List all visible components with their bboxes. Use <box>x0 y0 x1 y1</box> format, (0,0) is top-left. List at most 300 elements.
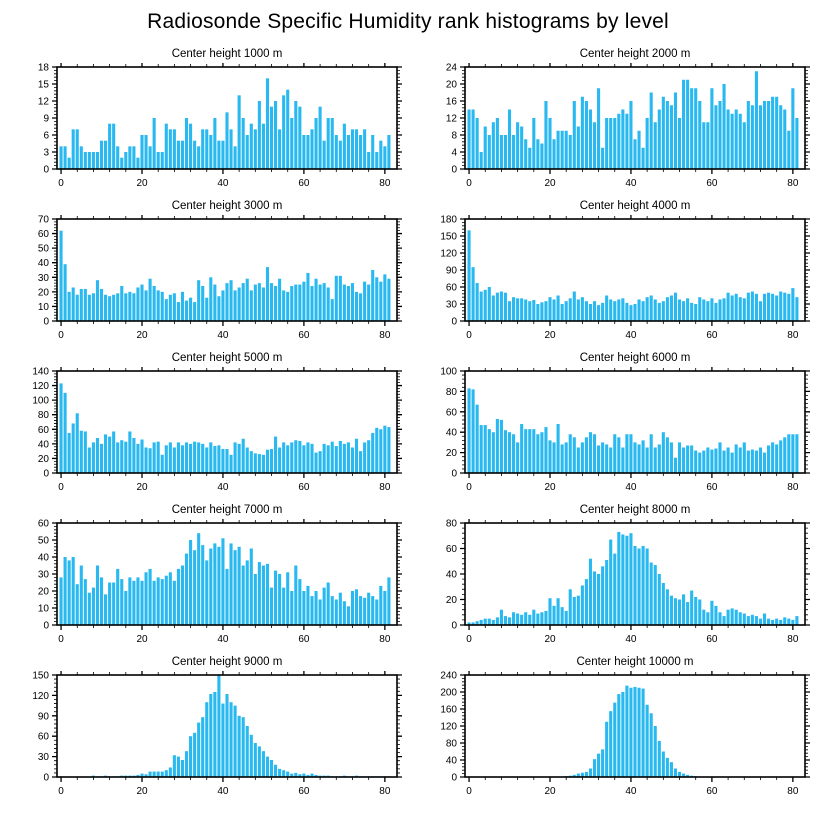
bar <box>217 445 220 473</box>
bar <box>767 445 770 473</box>
bar <box>771 294 774 321</box>
bar <box>165 576 168 625</box>
bar <box>633 139 636 169</box>
bar <box>747 293 750 321</box>
bar <box>193 442 196 473</box>
y-tick-label: 0 <box>43 620 49 632</box>
bar <box>209 135 212 169</box>
bar <box>274 437 277 473</box>
bar <box>302 591 305 625</box>
x-tick-label: 0 <box>58 330 64 341</box>
bar <box>702 299 705 321</box>
bar <box>68 433 71 473</box>
bar <box>718 442 721 473</box>
chart-subtitle: Center height 2000 m <box>579 48 691 60</box>
bar <box>132 438 135 473</box>
bar <box>140 581 143 625</box>
bar <box>779 105 782 169</box>
y-tick-label: 120 <box>440 721 457 733</box>
bar <box>706 448 709 474</box>
bar <box>682 448 685 474</box>
bar <box>96 566 99 626</box>
bar <box>548 297 551 321</box>
y-tick-label: 90 <box>445 265 457 277</box>
chart-panel-3 <box>0 197 408 349</box>
bar <box>274 286 277 321</box>
bar <box>266 757 269 777</box>
bar <box>544 427 547 473</box>
bar <box>181 445 184 473</box>
bar <box>763 294 766 321</box>
bar <box>242 283 245 321</box>
bar <box>197 723 200 777</box>
x-tick-label: 40 <box>625 330 637 341</box>
bar <box>621 298 624 321</box>
bar <box>706 301 709 321</box>
bar <box>597 305 600 321</box>
bar <box>654 448 657 474</box>
bar <box>727 293 730 321</box>
bar <box>319 107 322 169</box>
bar <box>739 114 742 169</box>
bar <box>613 554 616 625</box>
x-tick-label: 80 <box>379 330 391 341</box>
bar <box>238 444 241 473</box>
bar <box>500 135 503 169</box>
y-tick-label: 0 <box>43 772 49 784</box>
bar <box>72 557 75 625</box>
bar <box>625 536 628 625</box>
bar <box>383 146 386 169</box>
bar <box>323 141 326 169</box>
y-tick-label: 8 <box>451 130 457 142</box>
bar <box>294 285 297 321</box>
bar <box>650 434 653 473</box>
bar <box>286 90 289 169</box>
bar <box>310 444 313 473</box>
bar <box>347 606 350 625</box>
bar <box>230 455 233 473</box>
bar <box>169 295 172 321</box>
bar <box>213 543 216 625</box>
x-tick-label: 20 <box>136 786 148 797</box>
x-tick-label: 40 <box>217 786 229 797</box>
bar <box>492 296 495 322</box>
bar <box>145 135 148 169</box>
bar <box>613 301 616 321</box>
bar <box>367 440 370 473</box>
bar <box>658 741 661 777</box>
bar <box>72 423 75 473</box>
bar <box>193 733 196 777</box>
bar <box>185 118 188 169</box>
y-tick-label: 120 <box>440 248 457 260</box>
bar <box>670 762 673 777</box>
bar <box>718 299 721 321</box>
bar <box>629 533 632 625</box>
y-tick-label: 20 <box>445 448 457 460</box>
bar <box>472 267 475 321</box>
bar <box>524 299 527 321</box>
bar <box>100 289 103 321</box>
bar <box>157 442 160 473</box>
x-tick-label: 80 <box>787 330 799 341</box>
bar <box>787 131 790 169</box>
bar <box>128 292 131 321</box>
bar <box>540 302 543 321</box>
bar <box>254 743 257 777</box>
bar <box>743 442 746 473</box>
x-tick-label: 0 <box>466 786 472 797</box>
x-tick-label: 0 <box>58 178 64 189</box>
bar <box>327 287 330 321</box>
bar <box>581 442 584 473</box>
bar <box>779 292 782 321</box>
bar <box>145 448 148 474</box>
bar <box>371 135 374 169</box>
bar <box>132 146 135 169</box>
bar <box>161 579 164 625</box>
bar <box>92 588 95 625</box>
bar <box>250 124 253 169</box>
bar <box>149 448 152 473</box>
x-tick-label: 40 <box>217 634 229 645</box>
bar <box>92 293 95 321</box>
bar <box>670 296 673 322</box>
bar <box>605 444 608 473</box>
bar <box>650 296 653 322</box>
bar <box>731 114 734 169</box>
bar <box>306 586 309 625</box>
bar <box>795 434 798 473</box>
bar <box>197 442 200 473</box>
bar <box>100 444 103 473</box>
bar <box>262 455 265 473</box>
bar <box>666 437 669 473</box>
y-tick-label: 12 <box>445 113 457 125</box>
bar <box>254 285 257 321</box>
bar <box>690 445 693 473</box>
bar <box>633 442 636 473</box>
x-tick-label: 60 <box>298 330 310 341</box>
bar <box>173 755 176 777</box>
y-tick-label: 80 <box>445 738 457 750</box>
bar <box>488 287 491 321</box>
bar <box>298 107 301 169</box>
bar <box>520 424 523 473</box>
chart-panel-4 <box>408 197 816 349</box>
chart-plot <box>408 367 816 501</box>
bar <box>682 80 685 169</box>
x-tick-label: 80 <box>787 786 799 797</box>
bar <box>225 569 228 625</box>
bar <box>743 614 746 625</box>
bar <box>565 442 568 473</box>
bar <box>367 593 370 625</box>
bar <box>290 118 293 169</box>
bar <box>751 292 754 321</box>
bar <box>710 450 713 473</box>
bar <box>747 101 750 169</box>
bar <box>557 296 560 322</box>
bar <box>536 139 539 169</box>
bar <box>577 127 580 170</box>
x-tick-label: 0 <box>466 178 472 189</box>
bar <box>532 429 535 473</box>
bar <box>286 292 289 321</box>
bar <box>319 600 322 626</box>
bar <box>718 101 721 169</box>
chart-panel-8 <box>408 501 816 653</box>
bar <box>112 583 115 626</box>
bar <box>153 581 156 625</box>
bar <box>238 287 241 321</box>
bar <box>371 596 374 625</box>
bar <box>335 600 338 626</box>
bar <box>290 591 293 625</box>
bar <box>355 439 358 473</box>
bar <box>629 101 632 169</box>
bar <box>201 444 204 473</box>
bar <box>157 577 160 625</box>
charts-grid <box>0 45 816 805</box>
y-tick-label: 60 <box>445 282 457 294</box>
bar <box>593 301 596 321</box>
bar <box>355 589 358 625</box>
bar <box>650 713 653 777</box>
bar <box>282 290 285 321</box>
bar <box>755 616 758 625</box>
bar <box>185 751 188 777</box>
bar <box>383 274 386 321</box>
bar <box>698 453 701 473</box>
bar <box>751 105 754 169</box>
bar <box>767 293 770 321</box>
bar <box>181 566 184 626</box>
bar <box>739 297 742 321</box>
bar <box>100 141 103 169</box>
bar <box>508 110 511 170</box>
chart-panel-9 <box>0 653 408 805</box>
bar <box>238 547 241 625</box>
bar <box>335 446 338 473</box>
bar <box>278 769 281 777</box>
bar <box>230 543 233 625</box>
y-tick-label: 30 <box>37 752 49 764</box>
y-tick-label: 20 <box>445 79 457 91</box>
x-tick-label: 20 <box>544 178 556 189</box>
y-tick-label: 100 <box>440 367 457 378</box>
bar <box>217 675 220 777</box>
bar <box>266 267 269 321</box>
bar <box>169 442 172 473</box>
bar <box>654 726 657 777</box>
bar <box>751 450 754 473</box>
bar <box>484 290 487 321</box>
y-tick-label: 150 <box>440 231 457 243</box>
bar <box>553 606 556 625</box>
bar <box>670 105 673 169</box>
y-tick-label: 0 <box>451 164 457 176</box>
bar <box>339 276 342 321</box>
bar <box>524 612 527 625</box>
bar <box>755 294 758 321</box>
bar <box>524 139 527 169</box>
bar <box>294 566 297 626</box>
bar <box>323 588 326 625</box>
bar <box>739 612 742 625</box>
bar <box>512 434 515 473</box>
bar <box>642 546 645 625</box>
bar <box>302 135 305 169</box>
bar <box>72 129 75 169</box>
bar <box>609 540 612 625</box>
bar <box>250 735 253 777</box>
bar <box>561 131 564 169</box>
bar <box>500 292 503 321</box>
bar <box>173 129 176 169</box>
bar <box>613 703 616 777</box>
bar <box>116 442 119 473</box>
bar <box>80 431 83 473</box>
y-tick-label: 40 <box>37 552 49 564</box>
bar <box>339 593 342 625</box>
bar <box>650 563 653 625</box>
bar <box>246 726 249 777</box>
bar <box>698 297 701 321</box>
bar <box>331 299 334 321</box>
bar <box>767 101 770 169</box>
bar <box>177 141 180 169</box>
bar <box>710 601 713 625</box>
y-tick-label: 180 <box>440 215 457 226</box>
chart-plot <box>408 63 816 197</box>
bar <box>480 425 483 473</box>
bar <box>112 124 115 169</box>
bar <box>177 442 180 473</box>
bar <box>597 445 600 473</box>
bar <box>331 442 334 473</box>
y-tick-label: 70 <box>37 215 49 226</box>
x-tick-label: 20 <box>544 330 556 341</box>
x-tick-label: 60 <box>298 786 310 797</box>
bar <box>120 579 123 625</box>
bar <box>266 564 269 625</box>
bar <box>702 122 705 169</box>
bar <box>755 71 758 169</box>
bar <box>524 429 527 473</box>
bar <box>266 450 269 473</box>
bar <box>617 299 620 321</box>
y-tick-label: 9 <box>43 113 49 125</box>
bar <box>783 110 786 170</box>
chart-subtitle: Center height 6000 m <box>579 352 691 364</box>
bar <box>355 292 358 321</box>
y-tick-label: 0 <box>43 468 49 480</box>
bar <box>234 290 237 321</box>
bar <box>662 97 665 169</box>
bar <box>484 619 487 625</box>
bar <box>775 619 778 625</box>
bar <box>561 444 564 473</box>
bar <box>375 428 378 473</box>
chart-panel-2 <box>408 45 816 197</box>
bar <box>189 298 192 321</box>
bar <box>783 617 786 625</box>
y-tick-label: 100 <box>32 395 49 407</box>
x-tick-label: 60 <box>706 482 718 493</box>
bar <box>710 88 713 169</box>
y-tick-label: 30 <box>37 569 49 581</box>
bar <box>787 434 790 473</box>
bar <box>605 560 608 625</box>
bar <box>339 141 342 169</box>
bar <box>763 101 766 169</box>
bar <box>165 124 168 169</box>
bar <box>383 426 386 473</box>
bar <box>213 285 216 321</box>
bar <box>80 289 83 321</box>
bar <box>363 442 366 473</box>
bar <box>84 431 87 473</box>
bar <box>621 448 624 474</box>
bar <box>173 293 176 321</box>
bar <box>544 611 547 625</box>
bar <box>500 420 503 473</box>
bar <box>621 534 624 625</box>
bar <box>476 118 479 169</box>
bar <box>136 287 139 321</box>
bar <box>577 448 580 474</box>
bar <box>633 304 636 321</box>
bar <box>536 304 539 321</box>
y-tick-label: 80 <box>37 410 49 422</box>
bar <box>593 434 596 473</box>
chart-panel-1 <box>0 45 408 197</box>
bar <box>731 608 734 625</box>
x-tick-label: 20 <box>136 482 148 493</box>
bar <box>690 591 693 625</box>
bar <box>355 129 358 169</box>
bar <box>242 439 245 473</box>
bar <box>621 110 624 170</box>
bar <box>625 303 628 321</box>
bar <box>642 148 645 169</box>
bar <box>153 118 156 169</box>
bar <box>246 279 249 321</box>
bar <box>585 101 588 169</box>
chart-plot <box>408 519 816 653</box>
bar <box>339 441 342 473</box>
bar <box>327 445 330 473</box>
bar <box>140 439 143 473</box>
bar <box>593 122 596 169</box>
bar <box>375 152 378 169</box>
bar <box>165 445 168 473</box>
bar <box>298 441 301 473</box>
bar <box>379 586 382 625</box>
bar <box>234 550 237 625</box>
bar <box>585 579 588 625</box>
bar <box>759 448 762 474</box>
bar <box>690 88 693 169</box>
bar <box>120 286 123 321</box>
bar <box>88 448 91 474</box>
bar <box>654 122 657 169</box>
bar <box>468 110 471 170</box>
bar <box>581 297 584 321</box>
bar <box>589 559 592 625</box>
